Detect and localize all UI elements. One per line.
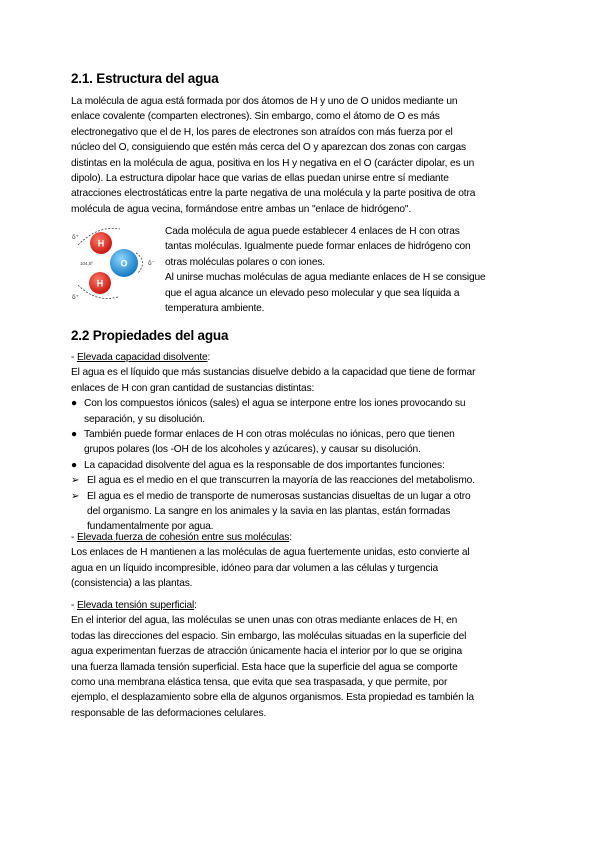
text-line: En el interior del agua, las moléculas se unen unas con otras mediante enlaces de H, en bbox=[71, 615, 458, 627]
arrow-bullet-icon: ➢ bbox=[71, 490, 80, 502]
dash-prefix: - bbox=[71, 352, 77, 363]
text-line: La molécula de agua está formada por dos átomos de H y uno de O unidos mediante un bbox=[71, 96, 458, 107]
list-item bbox=[71, 396, 531, 427]
heading-text: Elevada fuerza de cohesión entre sus moléculas bbox=[76, 532, 290, 543]
text-line: fundamentalmente por agua. bbox=[87, 521, 214, 533]
angle-label: 104,5º bbox=[80, 261, 93, 266]
list-item bbox=[71, 458, 531, 473]
section-title-propiedades: 2.2 Propiedades del agua bbox=[71, 328, 229, 343]
section-title-estructura: 2.1. Estructura del agua bbox=[71, 71, 219, 86]
list-item bbox=[71, 489, 531, 535]
colon: : bbox=[194, 600, 197, 611]
property-heading bbox=[71, 350, 531, 365]
delta-positive-label: δ⁺ bbox=[72, 294, 79, 301]
text-line: Cada molécula de agua puede establecer 4 enlaces de H con otras bbox=[165, 226, 460, 237]
delta-positive-label: δ⁺ bbox=[72, 234, 79, 241]
text-line: atracciones electrostáticas entre la parte negativa de una molécula y la parte positiva de otra bbox=[71, 188, 476, 200]
colon: : bbox=[289, 532, 292, 543]
text-line: responsable de las deformaciones celulares. bbox=[71, 707, 267, 719]
text-line: agua en un líquido incompresible, idóneo para dar volumen a las células y turgencia bbox=[71, 562, 438, 574]
list-item bbox=[71, 473, 531, 488]
property-heading bbox=[71, 530, 531, 545]
text-line: grupos polares (los -OH de los alcoholes y azúcares), y causar su disolución. bbox=[84, 444, 421, 456]
heading-text: Elevada capacidad disolvente bbox=[76, 352, 208, 363]
paragraph-estructura bbox=[71, 94, 531, 217]
h-label: H bbox=[96, 278, 104, 289]
text-line: El agua es el medio de transporte de numerosas sustancias disueltas de un lugar a otro bbox=[87, 490, 471, 502]
text-line: molécula de agua vecina, formándose entre ambas un "enlace de hidrógeno". bbox=[71, 203, 412, 215]
text-line: separación, y su disolución. bbox=[84, 413, 205, 425]
text-line: que el agua alcance un elevado peso molecular y que sea líquida a bbox=[165, 287, 460, 299]
property-disolvente bbox=[71, 350, 531, 535]
text-line: El agua es el medio en el que transcurren la mayoría de las reacciones del metabolismo. bbox=[87, 475, 475, 487]
text-line: una fuerza llamada tensión superficial. Esta hace que la superficie del agua se comporte bbox=[71, 661, 458, 673]
colon: : bbox=[207, 352, 211, 363]
bullet-icon: ● bbox=[71, 429, 78, 441]
bullet-icon: ● bbox=[71, 398, 78, 410]
list-item bbox=[71, 427, 531, 458]
text-line: dipolo). La estructura dipolar hace que varias de ellas puedan unirse entre sí mediante bbox=[71, 173, 449, 185]
arrow-bullet-icon: ➢ bbox=[71, 475, 80, 487]
text-line: electronegativo que el de H, los pares de electrones son atraídos con más fuerza por el bbox=[71, 126, 453, 138]
text-line: ejemplo, el desplazamiento sobre ella de algunos organismos. Esta propiedad es también la bbox=[71, 692, 474, 704]
text-line: (consistencia) a las plantas. bbox=[71, 578, 193, 590]
text-line: agua experimentan fuerzas de atracción únicamente hacia el interior por lo que se origina bbox=[71, 646, 462, 658]
text-line: temperatura ambiente. bbox=[165, 303, 265, 315]
text-line: enlaces de H con gran cantidad de sustancias distintas: bbox=[71, 382, 315, 394]
text-line: Los enlaces de H mantienen a las moléculas de agua fuertemente unidas, esto convierte al bbox=[71, 547, 470, 559]
dash-prefix: - bbox=[71, 532, 77, 543]
delta-negative-label: δ⁻ bbox=[148, 260, 155, 267]
text-line: También puede formar enlaces de H con otras moléculas no iónicas, pero que tienen bbox=[84, 429, 455, 441]
text-line: La capacidad disolvente del agua es la responsable de dos importantes funciones: bbox=[84, 459, 445, 471]
text-line: tantas moléculas. Igualmente puede formar enlaces de hidrógeno con bbox=[165, 241, 471, 253]
text-line: núcleo del O, consiguiendo que estén más cerca del O y aparezcan dos zonas con cargas bbox=[71, 142, 466, 154]
property-cohesion bbox=[71, 530, 531, 592]
side-text bbox=[165, 224, 531, 316]
dash-prefix: - bbox=[71, 600, 77, 611]
text-line: como una membrana elástica tensa, que evita que sea traspasada, y que permite, por bbox=[71, 677, 448, 689]
text-line: El agua es el líquido que más sustancias disuelve debido a la capacidad que tiene de formar bbox=[71, 367, 476, 379]
property-heading bbox=[71, 598, 531, 613]
text-line: Al unirse muchas moléculas de agua mediante enlaces de H se consigue bbox=[165, 272, 486, 284]
heading-text: Elevada tensión superficial bbox=[76, 600, 195, 611]
text-line: Con los compuestos iónicos (sales) el agua se interpone entre los iones provocando su bbox=[84, 398, 466, 410]
property-tension bbox=[71, 598, 531, 721]
text-line: todas las direcciones del espacio. Sin embargo, las moléculas situadas en la superficie del bbox=[71, 630, 467, 642]
bullet-icon: ● bbox=[71, 459, 78, 471]
text-line: distintas en la molécula de agua, positiva en los H y negativa en el O (carácter dipolar, es un bbox=[71, 157, 475, 169]
text-line: otras moléculas polares o con iones. bbox=[165, 256, 325, 268]
o-label: O bbox=[120, 258, 128, 269]
h-label: H bbox=[97, 238, 105, 249]
water-molecule-diagram bbox=[68, 223, 160, 303]
text-line: del organismo. La sangre en los animales y la savia en las plantas, están formadas bbox=[87, 506, 451, 518]
text-line: enlace covalente (comparten electrones). Sin embargo, como el átomo de O es más bbox=[71, 111, 440, 123]
